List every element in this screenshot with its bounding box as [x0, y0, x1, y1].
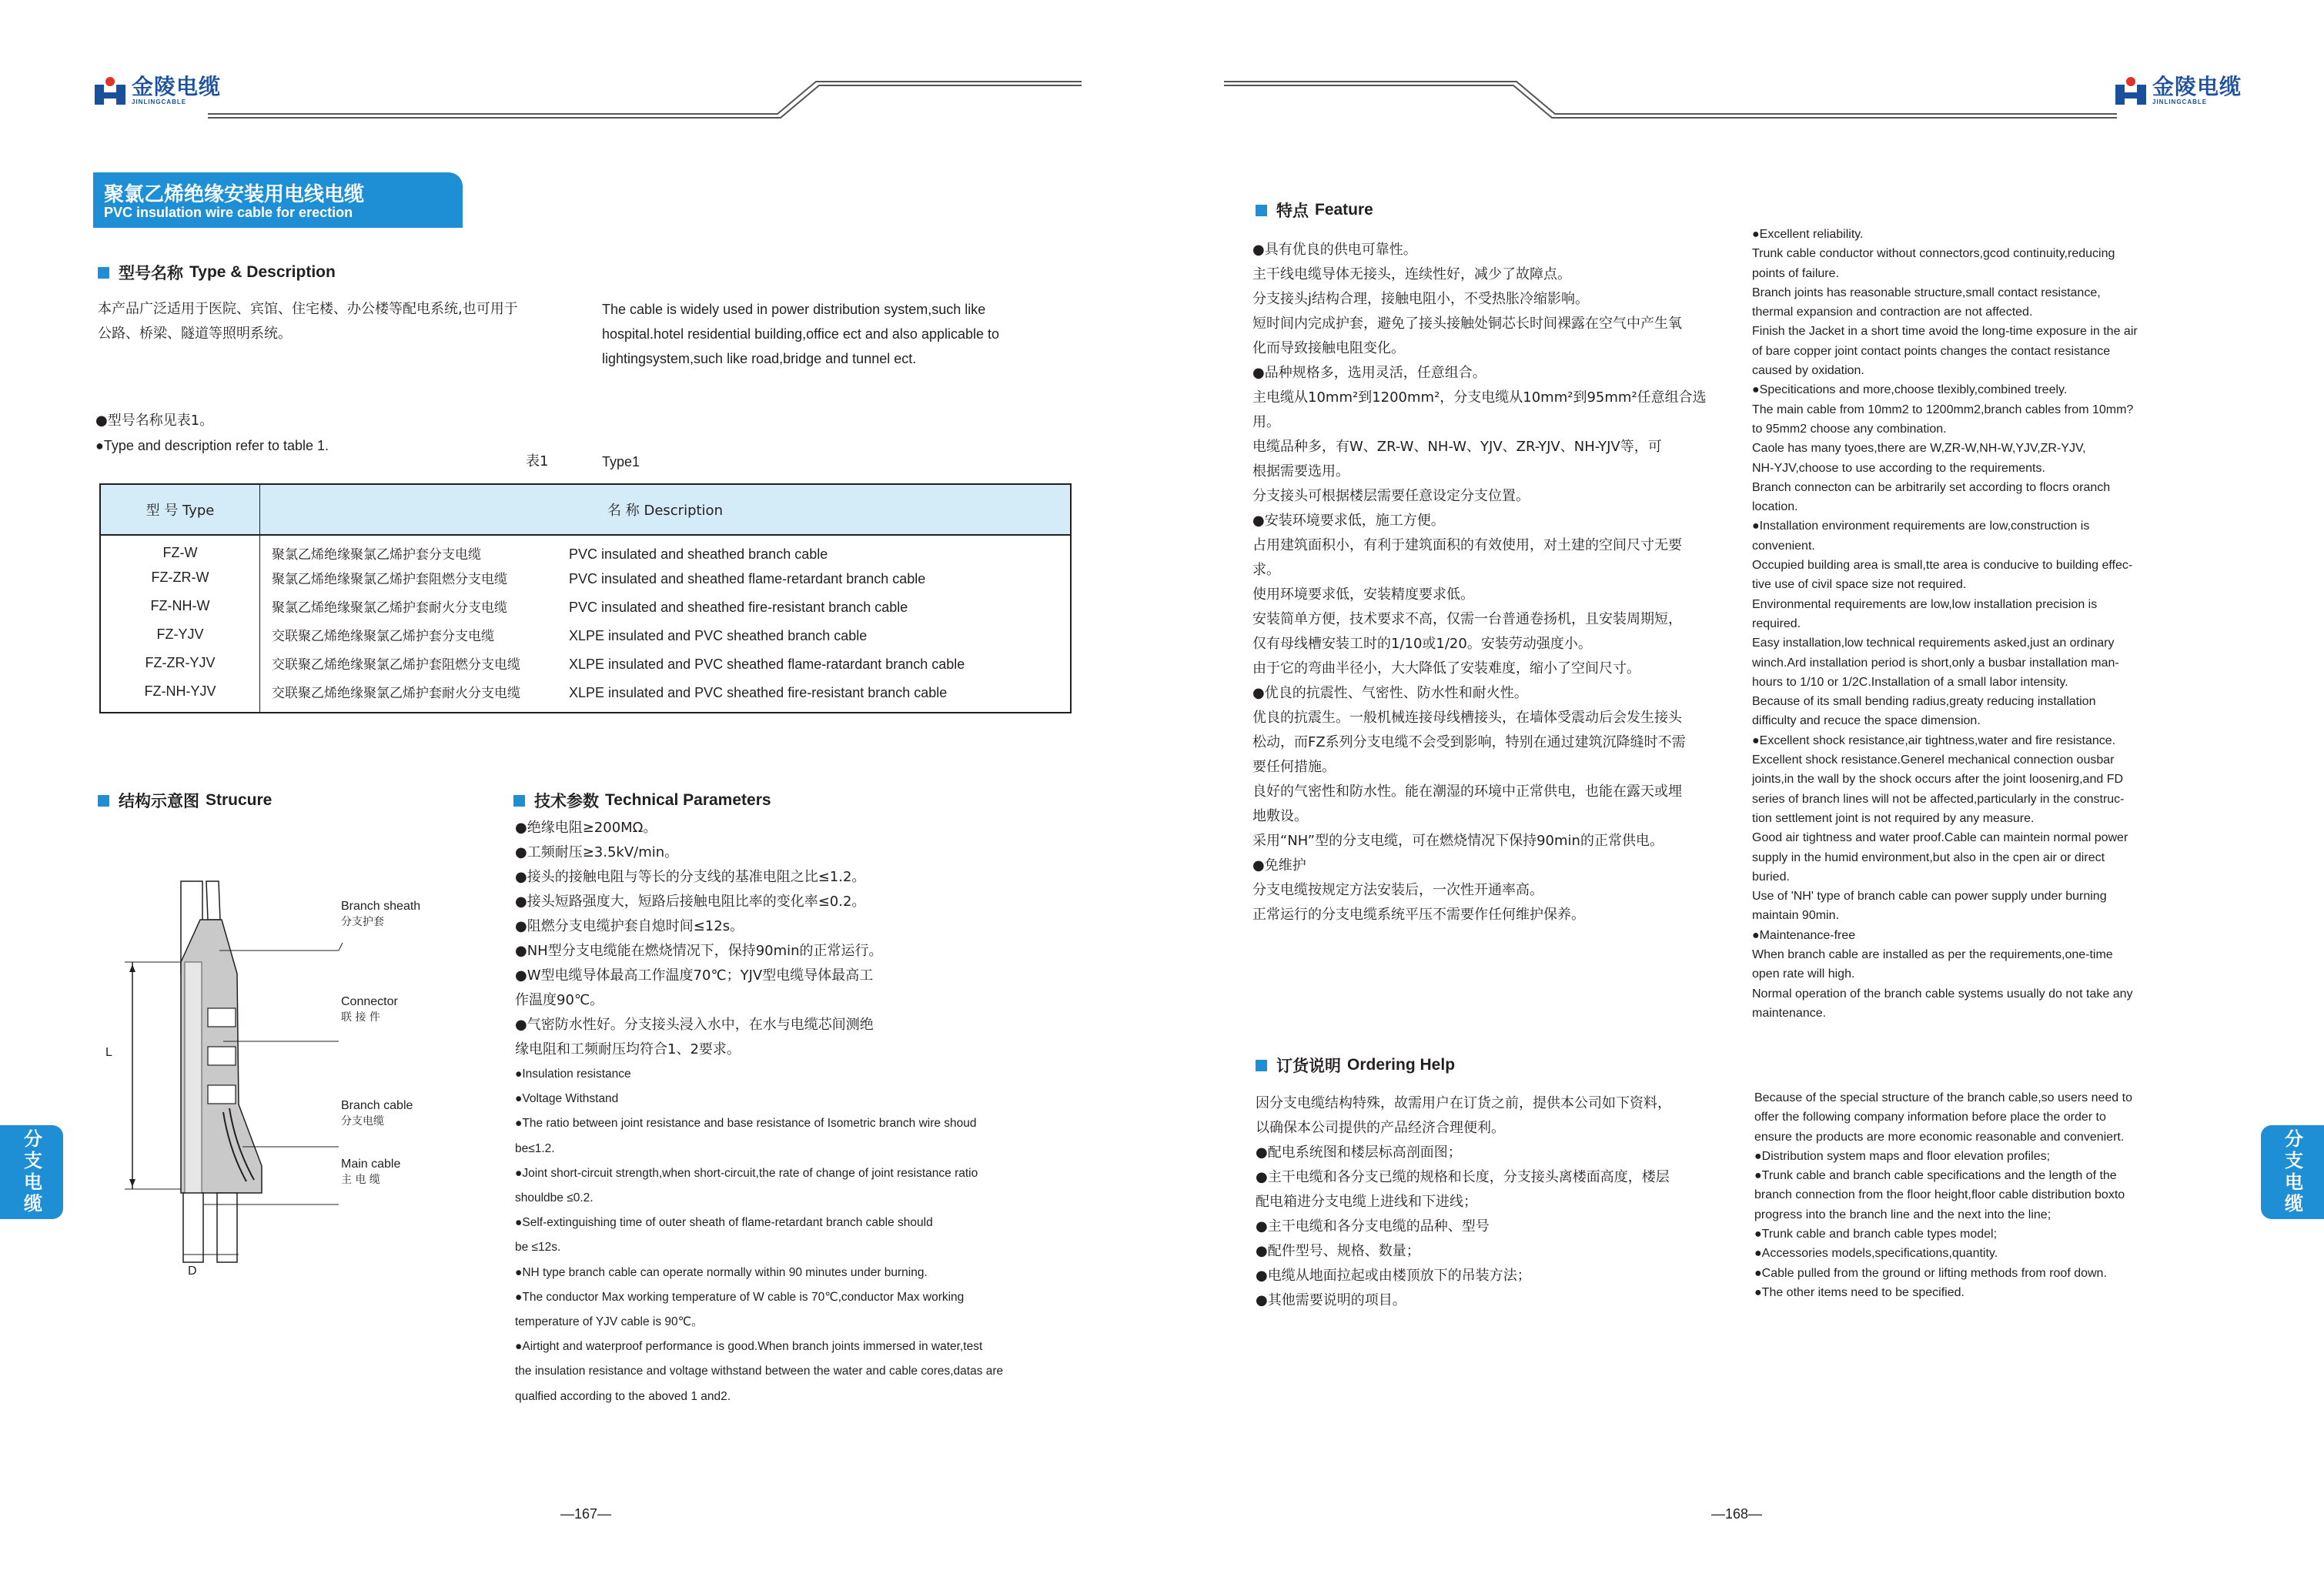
- section-marker-icon: [1256, 1060, 1267, 1071]
- feature-cn-list: ●具有优良的供电可靠性。 主干线电缆导体无接头，连续性好，减少了故障点。 分支接头j结构合理，接触电阻小，不受热胀冷缩影响。 短时间内完成护套，避免了接头接触处铜芯长时间裸露在空气中产生氧 化而导致接触电阻变化。 ●品种规格多，选用灵活，任意组合。 主电缆从10mm²到1200mm²，分支电缆从10mm²到95mm²任意组合选 用。 电缆品种多，有W、ZR-W、NH-W、YJV、ZR-YJV、NH-YJV等，可 根据需要选用。 分支接头可根据楼层需要任意设定分支位置。 ●安装环境要求低，施工方便。 占用建筑面积小，有利于建筑面积的有效使用，对土建的空间尺寸无要 求。 使用环境要求低，安装精度要求低。 安装简单方便，技术要求不高，仅需一台普通卷扬机，且安装周期短， 仅有母线槽安装工时的1/10或1/20。安装劳动强度小。 由于它的弯曲半径小，大大降低了安装难度，缩小了空间尺寸。 ●优良的抗震性、气密性、防水性和耐火性。 优良的抗震生。一般机械连接母线槽接头，在墙体受震动后会发生接头 松动，而FZ系列分支电缆不会受到影响，特别在通过建筑沉降缝时不需 要任何措施。 良好的气密性和防水性。能在潮湿的环境中正常供电，也能在露天或埋 地敷设。 采用“NH”型的分支电缆，可在燃烧情况下保持90min的正常供电。 ●免维护 分支电缆按规定方法安装后，一次性开通率高。 正常运行的分支电缆系统平压不需要作任何维护保养。: [1252, 242, 1707, 923]
- table-cell-type: FZ-NH-W: [100, 592, 260, 620]
- header-decoration-right: [1216, 0, 2125, 123]
- table-cell-cn: 交联聚乙烯绝缘聚氯乙烯护套分支电缆: [272, 629, 494, 644]
- tech-params-list: ●绝缘电阻≥200MΩ。 ●工频耐压≥3.5kV/min。 ●接头的接触电阻与等长的分支线的基准电阻之比≤1.2。 ●接头短路强度大，短路后接触电阻比率的变化率≤0.2。 ●阻燃分支电缆护套自熄时间≤12s。 ●NH型分支电缆能在燃烧情况下，保持90min的正常运行。 ●W型电缆导体最高工作温度70℃；YJV型电缆导体最高工 作温度90℃。 ●气密防水性好。分支接头浸入水中，在水与电缆芯间测绝 缘电阻和工频耐压均符合1、2要求。 ●Insulation resistance ●Voltage Withstand ●The ratio between joint resistance and base resistance of Isometric branch wire shoud be≤1.2. ●Joint short-circuit strength,when short-circuit,the rate of change of joint resistance ratio shouldbe ≤0.2. ●Self-extinguishing time of outer sheath of flame-retardant branch cable should be ≤12s. ●NH type branch cable can operate normally within 90 minutes under burning. ●The conductor Max working temperature of W cable is 70℃,conductor Max working temperature of YJV cable is 90℃。 ●Airtight and waterproof performance is good.When branch joints immersed in water,test the insulation resistance and voltage withstand between the water and cable cores,datas are qualfied according to the aboved 1 and2.: [515, 820, 1004, 1403]
- section-heading-ordering: 订货说明 Ordering Help: [1256, 1054, 1455, 1077]
- diagram-label-sheath: Branch sheath 分支护套: [341, 900, 421, 928]
- ordering-cn-list: 因分支电缆结构特殊，故需用户在订货之前，提供本公司如下资料， 以确保本公司提供的产品经济合理便利。 ●配电系统图和楼层标高剖面图； ●主干电缆和各分支已缆的规格和长度，分支接头离楼面高度，楼层 配电箱进分支电缆上进线和下进线； ●主干电缆和各分支电缆的品种、型号 ●配件型号、规格、数量； ●电缆从地面拉起或由楼顶放下的吊装方法； ●其他需要说明的项目。: [1256, 1095, 1671, 1308]
- section-heading-feature: 特点 Feature: [1256, 199, 1373, 222]
- table-row: [100, 563, 1071, 592]
- table-cell-en: XLPE insulated and PVC sheathed flame-ratardant branch cable: [569, 657, 965, 672]
- section-heading-tech: 技术参数 Technical Parameters: [513, 789, 771, 812]
- section-heading-structure: 结构示意图 Strucure: [98, 789, 272, 812]
- logo-en-text: JINLINGCABLE: [132, 99, 187, 105]
- section-marker-icon: [1256, 205, 1267, 216]
- table-header-desc: 名 称 Description: [260, 484, 1072, 535]
- table-cell-en: PVC insulated and sheathed flame-retardant branch cable: [569, 571, 926, 586]
- table-row: [100, 677, 1071, 713]
- diagram-label-main: Main cable 主 电 缆: [341, 1158, 401, 1186]
- table-row: [100, 620, 1071, 649]
- page-number-right: —168—: [1711, 1506, 1763, 1522]
- table-cell-cn: 聚氯乙烯绝缘聚氯乙烯护套分支电缆: [272, 547, 481, 563]
- table-caption-en: Type1: [602, 454, 640, 469]
- table-cell-en: PVC insulated and sheathed branch cable: [569, 546, 828, 562]
- table-row: [100, 649, 1071, 677]
- table-cell-en: XLPE insulated and PVC sheathed fire-resistant branch cable: [569, 684, 948, 700]
- table-note: ●型号名称见表1。 ●Type and description refer to table 1.: [95, 413, 329, 453]
- table-cell-en: XLPE insulated and PVC sheathed branch cable: [569, 628, 868, 643]
- diagram-label-branch: Branch cable 分支电缆: [341, 1099, 413, 1128]
- section-heading-type: 型号名称 Type & Description: [98, 261, 336, 284]
- diagram-label-connector: Connector 联 接 件: [341, 995, 398, 1024]
- table-cell-type: FZ-ZR-YJV: [100, 649, 260, 677]
- table-header-row: [100, 484, 1071, 535]
- table-caption-cn: 表1: [526, 453, 549, 469]
- ordering-en-list: Because of the special structure of the branch cable,so users need to offer the following company information before place the order to ensure the products are more economic reasonable and conveniert. ●Distribution system maps and floor elevation profiles; ●Trunk cable and branch cable specifications and the length of the branch connection from the floor height,floor cable distribution boxto progress into the branch line and the next into the line; ●Trunk cable and branch cable types model; ●Accessories models,specifications,quantity. ●Cable pulled from the ground or lifting methods from roof down. ●The other items need to be specified.: [1754, 1091, 2132, 1299]
- intro-cn: 本产品广泛适用于医院、宾馆、住宅楼、办公楼等配电系统,也可用于 公路、桥梁、隧道等照明系统。: [98, 301, 518, 342]
- table-cell-type: FZ-NH-YJV: [100, 677, 260, 713]
- table-row: [100, 535, 1071, 563]
- section-marker-icon: [513, 795, 525, 807]
- side-tab-left: 分支电缆: [0, 1125, 63, 1219]
- section-marker-icon: [98, 267, 109, 279]
- type-table: [99, 483, 1072, 713]
- page-title-cn: 聚氯乙烯绝缘安装用电线电缆: [104, 183, 365, 206]
- page-number-left: —167—: [560, 1506, 612, 1522]
- company-logo-icon: [2114, 75, 2148, 106]
- table-header-type: 型 号 Type: [100, 484, 260, 535]
- side-tab-right: 分支电缆: [2261, 1125, 2324, 1219]
- diagram-label-L: L: [105, 1046, 112, 1059]
- logo-right: [2114, 75, 2242, 106]
- table-cell-cn: 聚氯乙烯绝缘聚氯乙烯护套阻燃分支电缆: [272, 572, 507, 587]
- logo-cn-text: 金陵电缆: [132, 74, 222, 99]
- table-row: [100, 592, 1071, 620]
- feature-en-list: ●Excellent reliability. Trunk cable conductor without connectors,gcod continuity,reducing points of failure. Branch joints has reasonable structure,small contact resistance, thermal expansion and contraction are not affected. Finish the Jacket in a short time avoid the long-time exposure in the air of bare copper joint contact points changes the contact resistance caused by oxidation. ●Specitications and more,choose tlexibly,combined treely. The main cable from 10mm2 to 1200mm2,branch cables from 10mm? to 95mm2 choose any combination. Caole has many tyoes,there are W,ZR-W,NH-W,YJV,ZR-YJV, NH-YJV,choose to use according to the requirements. Branch connecton can be arbitrarily set according to flocrs oranch location. ●Installation environment requirements are low,construction is convenient. Occupied building area is small,tte area is conducive to building effec- tive use of civil space size not required. Environmental requirements are low,low installation precision is required. Easy installation,low technical requirements asked,just an ordinary winch.Ard installation period is short,only a busbar installation man- hours to 1/10 or 1/2C.Installation of a small labor intensity. Because of its small bending radius,greaty reducing installation difficulty and recuce the space dimension. ●Excellent shock resistance,air tightness,water and fire resistance. Excellent shock resistance.Generel mechanical connection ousbar joints,in the wall by the shock occurs after the joint looseni​rg,and FD series of branch lines will not be affected,particularly in the construc- tion settlement joint is not required by any measure. Good air tightness and water proof.Cable can maintein normal power supply in the humid environment,but also in the cpen air or direct buried. Use of 'NH' type of branch cable can power supply under burning maintain 90min. ●Maintenance-free When branch cable are installed as per the requirements,one-time open rate will high. Normal operation of the branch cable systems usually do not take any maintenance.: [1752, 228, 2138, 1020]
- page-title-en: PVC insulation wire cable for erection: [104, 205, 353, 220]
- table-cell-type: FZ-W: [100, 535, 260, 563]
- page-title-banner: [93, 172, 463, 228]
- table-cell-en: PVC insulated and sheathed fire-resistant branch cable: [569, 600, 908, 615]
- logo-cn-text: 金陵电缆: [2152, 74, 2242, 99]
- cable-structure-diagram: [108, 874, 462, 1289]
- diagram-label-D: D: [188, 1265, 197, 1278]
- logo-en-text: JINLINGCABLE: [2152, 99, 2208, 105]
- table-cell-cn: 交联聚乙烯绝缘聚氯乙烯护套阻燃分支电缆: [272, 657, 520, 673]
- table-cell-type: FZ-ZR-W: [100, 563, 260, 592]
- table-cell-type: FZ-YJV: [100, 620, 260, 649]
- section-marker-icon: [98, 795, 109, 807]
- table-cell-cn: 聚氯乙烯绝缘聚氯乙烯护套耐火分支电缆: [272, 600, 507, 616]
- table-cell-cn: 交联聚乙烯绝缘聚氯乙烯护套耐火分支电缆: [272, 685, 520, 701]
- header-decoration-left: [0, 0, 1093, 123]
- intro-en: The cable is widely used in power distribution system,such like hospital.hotel residential building,office ect and also applicable to lightingsystem,such like road,bridge and tunnel ect.: [602, 302, 1000, 366]
